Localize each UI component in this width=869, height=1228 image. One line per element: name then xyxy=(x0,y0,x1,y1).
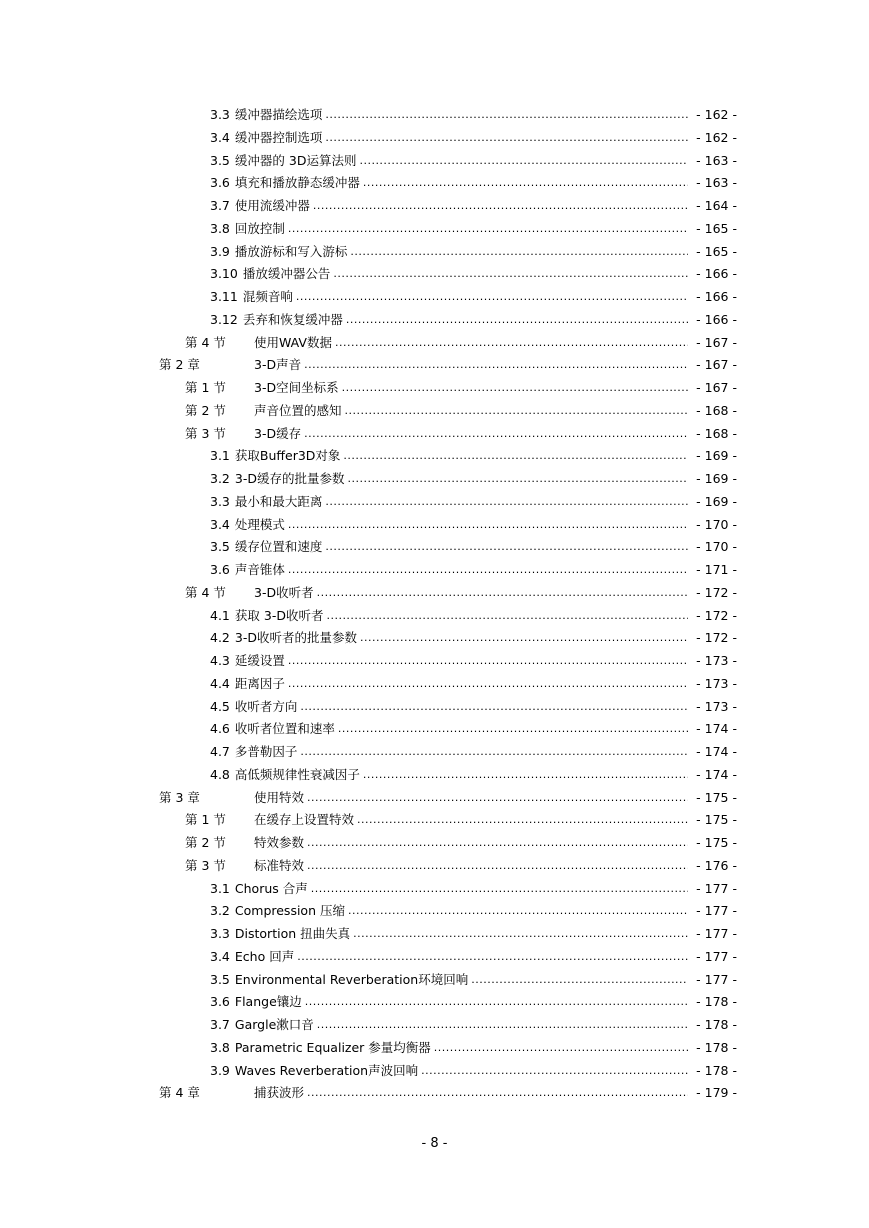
dot-leader xyxy=(421,1060,688,1083)
toc-entry-number: 3.11 xyxy=(210,289,238,304)
toc-entry[interactable] xyxy=(0,104,869,127)
toc-entry-title: 缓冲器描绘选项 xyxy=(234,107,323,122)
toc-entry[interactable] xyxy=(0,218,869,241)
toc-entry[interactable] xyxy=(0,605,869,628)
toc-entry-page: - 177 - xyxy=(696,903,737,919)
toc-entry-title: 3-D缓存 xyxy=(254,425,302,441)
toc-entry[interactable] xyxy=(0,309,869,332)
toc-entry[interactable] xyxy=(0,354,869,377)
dot-leader xyxy=(434,1037,688,1060)
toc-entry[interactable] xyxy=(0,900,869,923)
dot-leader xyxy=(335,332,688,355)
toc-entry-title: 声音位置的感知 xyxy=(254,402,342,418)
toc-entry-page: - 172 - xyxy=(696,584,737,600)
toc-entry-title: 多普勒因子 xyxy=(234,744,298,759)
toc-entry-number: 3.12 xyxy=(210,311,238,327)
dot-leader xyxy=(311,878,688,901)
toc-entry-title: Gargle漱口音 xyxy=(234,1017,314,1032)
toc-entry-title: 收听者位置和速率 xyxy=(234,721,335,737)
toc-entry-page: - 175 - xyxy=(696,812,737,828)
toc-entry-page: - 166 - xyxy=(696,266,737,282)
toc-entry-number: 3.4 xyxy=(210,129,230,145)
toc-entry-page: - 168 - xyxy=(696,425,737,441)
dot-leader xyxy=(313,195,688,218)
toc-entry-page: - 170 - xyxy=(696,539,737,555)
toc-entry[interactable] xyxy=(0,855,869,878)
toc-entry[interactable] xyxy=(0,627,869,650)
dot-leader xyxy=(307,1082,688,1105)
toc-entry-page: - 178 - xyxy=(696,1062,737,1078)
toc-entry-page: - 175 - xyxy=(696,789,737,805)
toc-entry[interactable] xyxy=(0,491,869,514)
toc-entry-number: 3.4 xyxy=(210,516,230,532)
toc-entry-number: 第 3 章 xyxy=(159,789,200,805)
toc-entry[interactable] xyxy=(0,423,869,446)
toc-entry-title: 3-D声音 xyxy=(254,357,302,373)
toc-entry-page: - 169 - xyxy=(696,448,737,464)
dot-leader xyxy=(307,832,688,855)
toc-entry-page: - 173 - xyxy=(696,698,737,714)
toc-entry-title: 回放控制 xyxy=(234,220,285,236)
toc-entry-title: 延缓设置 xyxy=(234,653,285,668)
toc-entry-page: - 175 - xyxy=(696,835,737,850)
dot-leader xyxy=(305,991,688,1014)
dot-leader xyxy=(317,582,688,605)
toc-entry-page: - 168 - xyxy=(696,402,737,418)
toc-entry-page: - 166 - xyxy=(696,289,737,304)
dot-leader xyxy=(325,536,688,559)
toc-entry[interactable] xyxy=(0,832,869,855)
toc-entry-title: 填充和播放静态缓冲器 xyxy=(234,175,360,191)
toc-entry-title: Chorus 合声 xyxy=(234,880,308,896)
toc-entry-page: - 178 - xyxy=(696,994,737,1010)
toc-entry[interactable] xyxy=(0,718,869,741)
toc-entry-page: - 173 - xyxy=(696,653,737,668)
toc-entry-number: 3.2 xyxy=(210,471,230,486)
toc-entry-title: 3-D收听者的批量参数 xyxy=(234,630,357,646)
dot-leader xyxy=(288,559,688,582)
dot-leader xyxy=(288,650,688,673)
toc-entry-page: - 165 - xyxy=(696,220,737,236)
toc-entry-number: 4.4 xyxy=(210,675,230,691)
toc-entry-page: - 176 - xyxy=(696,857,737,873)
toc-entry-title: Waves Reverberation声波回响 xyxy=(234,1062,419,1078)
dot-leader xyxy=(360,627,688,650)
toc-entry-title: 缓冲器的 3D运算法则 xyxy=(234,152,357,168)
toc-entry-number: 3.5 xyxy=(210,539,230,555)
toc-entry-page: - 178 - xyxy=(696,1039,737,1055)
toc-entry-page: - 172 - xyxy=(696,630,737,646)
toc-entry[interactable] xyxy=(0,923,869,946)
dot-leader xyxy=(300,741,688,764)
toc-entry[interactable] xyxy=(0,400,869,423)
toc-entry[interactable] xyxy=(0,673,869,696)
toc-entry-title: Parametric Equalizer 参量均衡器 xyxy=(234,1039,431,1055)
toc-entry-title: 缓存位置和速度 xyxy=(234,539,323,555)
dot-leader xyxy=(347,468,688,491)
toc-entry-page: - 166 - xyxy=(696,311,737,327)
toc-entry-page: - 172 - xyxy=(696,607,737,623)
toc-entry-number: 4.5 xyxy=(210,698,230,714)
toc-entry-page: - 170 - xyxy=(696,516,737,532)
toc-entry-number: 第 3 节 xyxy=(185,857,226,873)
toc-entry-number: 4.6 xyxy=(210,721,230,737)
toc-entry-number: 3.8 xyxy=(210,220,230,236)
toc-entry-number: 第 1 节 xyxy=(185,380,226,395)
toc-entry-title: 获取Buffer3D对象 xyxy=(234,448,341,464)
toc-entry-page: - 169 - xyxy=(696,493,737,509)
toc-entry-title: 获取 3-D收听者 xyxy=(234,607,324,623)
dot-leader xyxy=(345,400,688,423)
toc-entry[interactable] xyxy=(0,127,869,150)
dot-leader xyxy=(307,855,688,878)
toc-entry-number: 4.2 xyxy=(210,630,230,646)
toc-entry-number: 第 4 章 xyxy=(159,1085,200,1101)
toc-entry-title: 混频音响 xyxy=(242,289,293,304)
toc-entry[interactable] xyxy=(0,377,869,400)
toc-entry-page: - 163 - xyxy=(696,152,737,168)
toc-entry-number: 3.6 xyxy=(210,994,230,1010)
dot-leader xyxy=(288,218,688,241)
toc-entry-page: - 162 - xyxy=(696,107,737,122)
dot-leader xyxy=(350,241,688,264)
toc-entry-title: 声音锥体 xyxy=(234,562,285,577)
toc-entry-page: - 167 - xyxy=(696,357,737,373)
dot-leader xyxy=(338,718,688,741)
toc-entry-number: 3.4 xyxy=(210,948,230,964)
toc-entry-number: 3.9 xyxy=(210,243,230,259)
dot-leader xyxy=(348,900,688,923)
toc-entry-title: 捕获波形 xyxy=(254,1085,305,1101)
toc-entry[interactable] xyxy=(0,1060,869,1083)
toc-entry-page: - 174 - xyxy=(696,766,737,782)
toc-entry-page: - 164 - xyxy=(696,198,737,213)
toc-entry[interactable] xyxy=(0,559,869,582)
toc-entry-page: - 163 - xyxy=(696,175,737,191)
toc-entry-number: 第 2 节 xyxy=(185,402,226,418)
toc-entry-page: - 173 - xyxy=(696,675,737,691)
toc-entry[interactable] xyxy=(0,1082,869,1105)
toc-entry[interactable] xyxy=(0,946,869,969)
toc-entry-number: 第 4 节 xyxy=(185,334,226,350)
toc-entry-number: 3.9 xyxy=(210,1062,230,1078)
toc-entry-title: Environmental Reverberation环境回响 xyxy=(234,971,469,987)
dot-leader xyxy=(326,605,688,628)
toc-entry-page: - 177 - xyxy=(696,971,737,987)
toc-entry-number: 3.6 xyxy=(210,175,230,191)
toc-entry-page: - 174 - xyxy=(696,721,737,737)
toc-entry[interactable] xyxy=(0,1037,869,1060)
toc-entry[interactable] xyxy=(0,241,869,264)
toc-entry-title: Distortion 扭曲失真 xyxy=(234,926,351,941)
toc-entry-page: - 174 - xyxy=(696,744,737,759)
toc-entry[interactable] xyxy=(0,878,869,901)
dot-leader xyxy=(363,172,688,195)
toc-entry-number: 3.5 xyxy=(210,971,230,987)
toc-entry-title: 收听者方向 xyxy=(234,698,298,714)
toc-entry-title: 缓冲器控制选项 xyxy=(234,129,323,145)
toc-entry[interactable] xyxy=(0,150,869,173)
toc-entry[interactable] xyxy=(0,650,869,673)
toc-entry[interactable] xyxy=(0,514,869,537)
toc-entry-title: 高低频规律性衰减因子 xyxy=(234,766,360,782)
toc-entry-page: - 177 - xyxy=(696,948,737,964)
toc-entry-number: 3.3 xyxy=(210,493,230,509)
toc-entry-page: - 177 - xyxy=(696,926,737,941)
toc-entry[interactable] xyxy=(0,445,869,468)
toc-entry-title: 使用特效 xyxy=(254,789,305,805)
dot-leader xyxy=(297,946,688,969)
toc-entry[interactable] xyxy=(0,582,869,605)
toc-entry-page: - 169 - xyxy=(696,471,737,486)
toc-entry-number: 3.8 xyxy=(210,1039,230,1055)
toc-entry-title: 最小和最大距离 xyxy=(234,493,323,509)
dot-leader xyxy=(363,764,688,787)
toc-entry-title: 使用流缓冲器 xyxy=(234,198,310,213)
dot-leader xyxy=(288,514,688,537)
toc-entry-title: 播放缓冲器公告 xyxy=(242,266,331,282)
toc-entry-page: - 177 - xyxy=(696,880,737,896)
dot-leader xyxy=(304,423,688,446)
toc-entry-title: 标准特效 xyxy=(254,857,305,873)
toc-entry-number: 3.7 xyxy=(210,1017,230,1032)
toc-entry-number: 3.2 xyxy=(210,903,230,919)
dot-leader xyxy=(353,923,688,946)
toc-entry-title: Flange镶边 xyxy=(234,994,302,1010)
dot-leader xyxy=(304,354,688,377)
toc-entry[interactable] xyxy=(0,741,869,764)
toc-entry[interactable] xyxy=(0,195,869,218)
toc-entry-title: 丢弃和恢复缓冲器 xyxy=(242,311,343,327)
toc-entry[interactable] xyxy=(0,172,869,195)
toc-entry-page: - 162 - xyxy=(696,129,737,145)
toc-entry-number: 4.7 xyxy=(210,744,230,759)
toc-entry-number: 第 2 节 xyxy=(185,835,226,850)
dot-leader xyxy=(288,673,688,696)
dot-leader xyxy=(342,377,688,400)
toc-entry[interactable] xyxy=(0,809,869,832)
dot-leader xyxy=(325,127,688,150)
toc-entry[interactable] xyxy=(0,696,869,719)
toc-entry-number: 3.10 xyxy=(210,266,238,282)
toc-entry-title: 处理模式 xyxy=(234,516,285,532)
toc-entry-title: 使用WAV数据 xyxy=(254,334,332,350)
toc-entry-title: Echo 回声 xyxy=(234,948,295,964)
toc-entry-title: 距离因子 xyxy=(234,675,285,691)
toc-entry-title: Compression 压缩 xyxy=(234,903,345,919)
toc-entry[interactable] xyxy=(0,991,869,1014)
toc-entry[interactable] xyxy=(0,286,869,309)
toc-entry[interactable] xyxy=(0,969,869,992)
toc-entry-page: - 167 - xyxy=(696,334,737,350)
toc-entry-page: - 171 - xyxy=(696,562,737,577)
toc-entry-number: 3.5 xyxy=(210,152,230,168)
dot-leader xyxy=(346,309,688,332)
dot-leader xyxy=(359,150,688,173)
toc-entry[interactable] xyxy=(0,468,869,491)
toc-entry[interactable] xyxy=(0,764,869,787)
dot-leader xyxy=(325,104,688,127)
toc-entry-number: 第 4 节 xyxy=(185,584,226,600)
toc-entry[interactable] xyxy=(0,332,869,355)
toc-entry-number: 3.1 xyxy=(210,880,230,896)
page-number: - 8 - xyxy=(421,1136,448,1151)
toc-entry-page: - 179 - xyxy=(696,1085,737,1101)
dot-leader xyxy=(317,1014,688,1037)
toc-entry[interactable] xyxy=(0,536,869,559)
toc-entry-number: 3.3 xyxy=(210,107,230,122)
dot-leader xyxy=(296,286,688,309)
toc-entry-title: 3-D空间坐标系 xyxy=(254,380,339,395)
toc-entry-number: 第 2 章 xyxy=(159,357,200,373)
dot-leader xyxy=(307,787,688,810)
dot-leader xyxy=(333,263,688,286)
toc-entry-number: 3.3 xyxy=(210,926,230,941)
toc-entry-title: 在缓存上设置特效 xyxy=(254,812,355,828)
toc-entry-number: 第 1 节 xyxy=(185,812,226,828)
toc-entry-number: 4.8 xyxy=(210,766,230,782)
toc-entry[interactable] xyxy=(0,787,869,810)
toc-entry-title: 特效参数 xyxy=(254,835,305,850)
toc-entry-page: - 178 - xyxy=(696,1017,737,1032)
toc-entry-number: 3.7 xyxy=(210,198,230,213)
toc-entry[interactable] xyxy=(0,1014,869,1037)
toc-entry-number: 4.1 xyxy=(210,607,230,623)
toc-entry-number: 4.3 xyxy=(210,653,230,668)
dot-leader xyxy=(357,809,688,832)
toc-entry-number: 第 3 节 xyxy=(185,425,226,441)
toc-entry-title: 播放游标和写入游标 xyxy=(234,243,348,259)
toc-entry-title: 3-D缓存的批量参数 xyxy=(234,471,345,486)
toc-entry-page: - 165 - xyxy=(696,243,737,259)
toc-entry-number: 3.6 xyxy=(210,562,230,577)
dot-leader xyxy=(300,696,688,719)
dot-leader xyxy=(343,445,688,468)
toc-entry-page: - 167 - xyxy=(696,380,737,395)
dot-leader xyxy=(471,969,688,992)
dot-leader xyxy=(325,491,688,514)
table-of-contents xyxy=(0,104,869,1105)
toc-entry-number: 3.1 xyxy=(210,448,230,464)
toc-entry[interactable] xyxy=(0,263,869,286)
toc-entry-title: 3-D收听者 xyxy=(254,584,314,600)
